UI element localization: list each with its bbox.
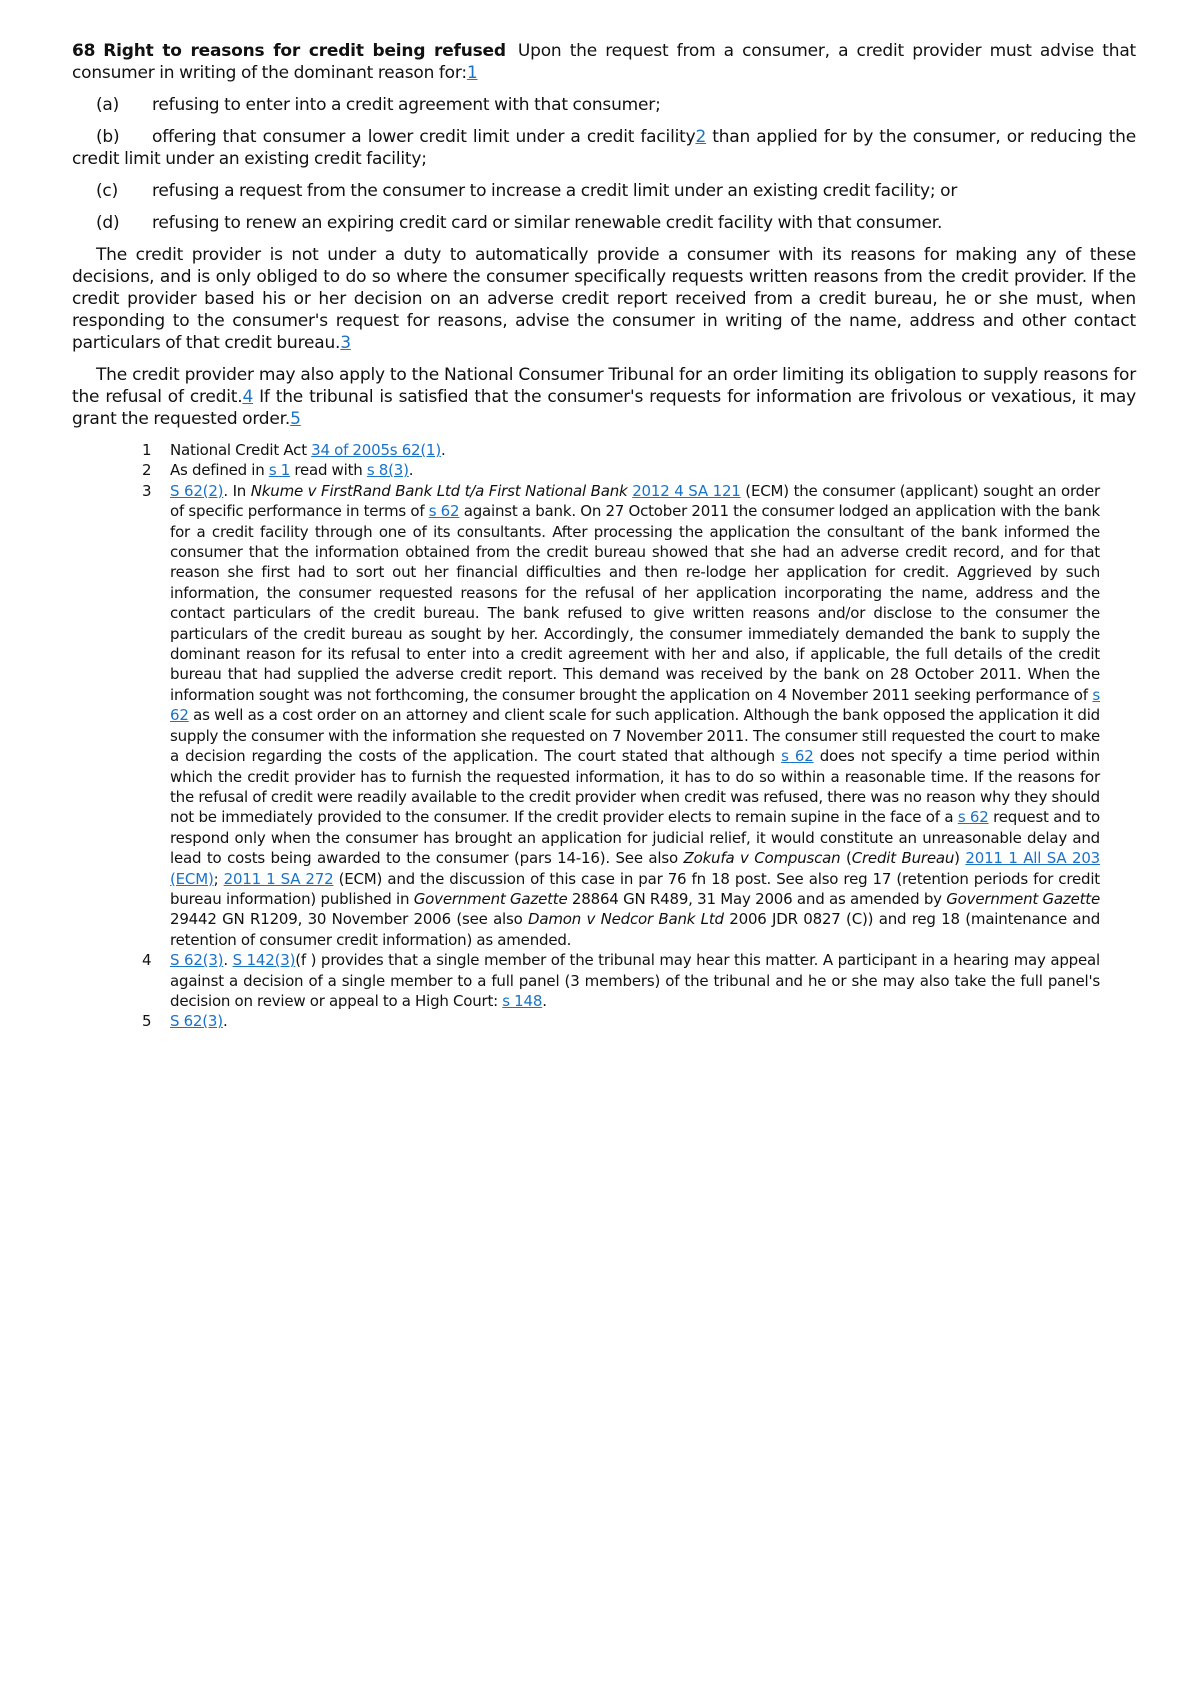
footnote-text-segment: .: [408, 461, 414, 480]
citation-link[interactable]: s 62: [170, 685, 1100, 725]
footnote-text-segment: (: [840, 849, 852, 868]
footnote-number: 2: [142, 461, 152, 480]
publication-name: Government Gazette: [946, 889, 1100, 908]
citation-link[interactable]: 2011 1 SA 272: [223, 869, 334, 888]
list-item-b: [72, 126, 1136, 170]
footnote-5: [142, 1011, 1100, 1031]
paragraph-tribunal: [72, 364, 1136, 430]
footnote-text-segment: (ECM) the consumer (applicant) sought an order of specific performance in terms of: [170, 481, 1100, 521]
list-item-text: offering that consumer a lower credit limit under a credit facility: [152, 127, 696, 147]
footnote-text-segment: . In: [223, 481, 251, 500]
footnote-number: 1: [142, 441, 152, 459]
footnote-text-segment: .: [542, 991, 547, 1010]
footnote-text: [170, 1011, 1100, 1031]
footnote-4: [142, 950, 1100, 1011]
case-name: Credit Bureau: [851, 849, 955, 868]
footnotes: [72, 440, 1136, 1032]
citation-link[interactable]: S 62(2): [170, 481, 224, 500]
footnote-text-segment: .: [222, 1012, 228, 1031]
footnote-ref-1[interactable]: 1: [466, 63, 478, 83]
footnote-text-segment: ): [954, 849, 966, 868]
citation-link[interactable]: s 148: [502, 991, 543, 1010]
footnote-text: [170, 481, 1100, 950]
footnote-ref-5[interactable]: 5: [290, 409, 301, 429]
footnote-text-segment: ;: [213, 869, 224, 888]
footnote-number: 5: [142, 1012, 152, 1031]
footnote-text-segment: (ECM) and the discussion of this case in par 76 fn 18 post. See also reg 17 (retention periods for credit bureau information) published in: [170, 869, 1100, 908]
footnote-ref-2[interactable]: 2: [695, 127, 707, 147]
footnote-3: [142, 481, 1100, 950]
citation-link[interactable]: s 8(3): [366, 461, 409, 480]
list-item-label: (d): [96, 213, 120, 233]
footnote-text-segment: As defined in: [170, 461, 269, 480]
footnote-text-segment: 28864 GN R489, 31 May 2006 and as amended by: [567, 889, 947, 908]
citation-link[interactable]: 2012 4 SA 121: [632, 481, 741, 500]
footnote-number: 3: [142, 481, 152, 500]
footnote-text-segment: 2006 JDR 0827 (C)) and reg 18 (maintenance and retention of consumer credit information) as amended.: [170, 910, 1101, 949]
footnote-ref-4[interactable]: 4: [242, 387, 254, 407]
list-item-label: (c): [96, 181, 119, 201]
list-item-text: refusing a request from the consumer to increase a credit limit under an existing credit facility; or: [152, 181, 958, 201]
footnote-text-segment: as well as a cost order on an attorney and client scale for such application. Although the bank opposed the application it did supply the consumer with the information she requested on 7 November 2011. The consumer still requested the court to make a decision regarding the costs of the application. The court stated that although: [170, 706, 1100, 766]
paragraph-duty: [72, 244, 1136, 354]
list-item-label: (a): [96, 95, 120, 115]
case-name: Zokufa v Compuscan: [683, 849, 841, 868]
section-number: 68: [72, 41, 96, 61]
list-item-text-continued: than applied for by the consumer, or reducing the credit limit under an existing credit facility;: [72, 127, 1136, 169]
footnote-text-segment: .: [441, 441, 446, 459]
citation-link[interactable]: s 62: [781, 747, 814, 766]
paragraph-text: The credit provider is not under a duty to automatically provide a consumer with its reasons for making any of these decisions, and is only obliged to do so where the consumer specifically requests written reasons from the credit provider. If the credit provider based his or her decision on an adverse credit report received from a credit bureau, he or she must, when responding to the consumer's request for reasons, advise the consumer in writing of the name, address and other contact particulars of that credit bureau.: [72, 245, 1136, 353]
paragraph-text: The credit provider may also apply to the National Consumer Tribunal for an order limiting its obligation to supply reasons for the refusal of credit.: [72, 365, 1136, 407]
section-body: [72, 40, 1136, 430]
publication-name: Government Gazette: [413, 889, 568, 908]
footnote-1: [142, 440, 1100, 460]
list-item-a: [72, 94, 1136, 116]
footnote-text-segment: .: [223, 951, 233, 970]
footnote-text-segment: National Credit Act: [170, 441, 312, 459]
citation-link[interactable]: S 62(3): [170, 1012, 223, 1031]
citation-link[interactable]: 34 of 2005s 62(1): [311, 441, 442, 459]
footnote-text-segment: does not specify a time period within which the credit provider has to furnish the requested information, it has to do so within a reasonable time. If the reasons for the refusal of credit were readily available to the credit provider when credit was refused, there was no reason why they should not be immediately provided to the consumer. If the credit provider elects to remain supine in the face of a: [170, 747, 1100, 827]
case-name: Nkume v FirstRand Bank Ltd t/a First National Bank: [250, 481, 628, 500]
citation-link[interactable]: S 62(3): [170, 951, 224, 970]
list-item-d: [72, 212, 1136, 234]
section-title: Right to reasons for credit being refused: [103, 41, 506, 61]
section-intro: [72, 40, 1136, 84]
footnote-text-segment: 29442 GN R1209, 30 November 2006 (see also: [170, 910, 529, 929]
paragraph-text-continued: If the tribunal is satisfied that the consumer's requests for information are frivolous or vexatious, it may grant the requested order.: [72, 387, 1136, 429]
citation-link[interactable]: s 62: [428, 502, 460, 521]
footnote-number: 4: [142, 951, 152, 970]
footnote-text-segment: against a bank. On 27 October 2011 the consumer lodged an application with the bank for a credit facility through one of its consultants. After processing the application the consultant of the bank informed the consumer that the information obtained from the credit bureau showed that she had an adverse credit record, and for that reason she first had to sort out her financial difficulties and then re-lodge her application for credit. Aggrieved by such information, the consumer requested reasons for the refusal of her application incorporating the name, address and the contact particulars of the credit bureau. The bank refused to give written reasons and/or disclose to the consumer the particulars of the credit bureau as sought by her. Accordingly, the consumer immediately demanded the bank to supply the dominant reason for its refusal to enter into a credit agreement with her and also, if applicable, the full details of the credit bureau that had supplied the adverse credit report. This demand was received by the bank on 28 October 2011. When the information sought was not forthcoming, the consumer brought the application on 4 November 2011 seeking performance of: [170, 502, 1100, 704]
citation-link[interactable]: s 62: [957, 808, 989, 827]
citation-link[interactable]: 2011 1 All SA 203 (ECM): [170, 849, 1101, 888]
footnote-text: [170, 460, 1100, 480]
footnote-text: [170, 440, 1100, 460]
footnote-ref-3[interactable]: 3: [340, 333, 351, 353]
list-item-label: (b): [96, 127, 120, 147]
list-item-c: [72, 180, 1136, 202]
case-name: Damon v Nedcor Bank Ltd: [528, 910, 724, 929]
footnote-text: [170, 950, 1100, 1011]
section-intro-text: Upon the request from a consumer, a credit provider must advise that consumer in writing of the dominant reason for:: [72, 41, 1136, 83]
footnote-text-segment: (f ) provides that a single member of the tribunal may hear this matter. A participant in a hearing may appeal against a decision of a single member to a full panel (3 members) of the tribunal and he or she may also take the full panel's decision on review or appeal to a High Court:: [170, 951, 1100, 1010]
footnote-2: [142, 460, 1100, 480]
citation-link[interactable]: S 142(3): [232, 951, 296, 970]
document-page: [72, 40, 1136, 1032]
footnote-text-segment: read with: [290, 461, 367, 480]
citation-link[interactable]: s 1: [268, 461, 291, 480]
list-item-text: refusing to enter into a credit agreement with that consumer;: [152, 95, 661, 115]
footnote-text-segment: request and to respond only when the consumer has brought an application for judicial relief, it would constitute an unreasonable delay and lead to costs being awarded to the consumer (pars 14-16). See also: [170, 808, 1101, 868]
list-item-text: refusing to renew an expiring credit card or similar renewable credit facility with that consumer.: [152, 213, 943, 233]
